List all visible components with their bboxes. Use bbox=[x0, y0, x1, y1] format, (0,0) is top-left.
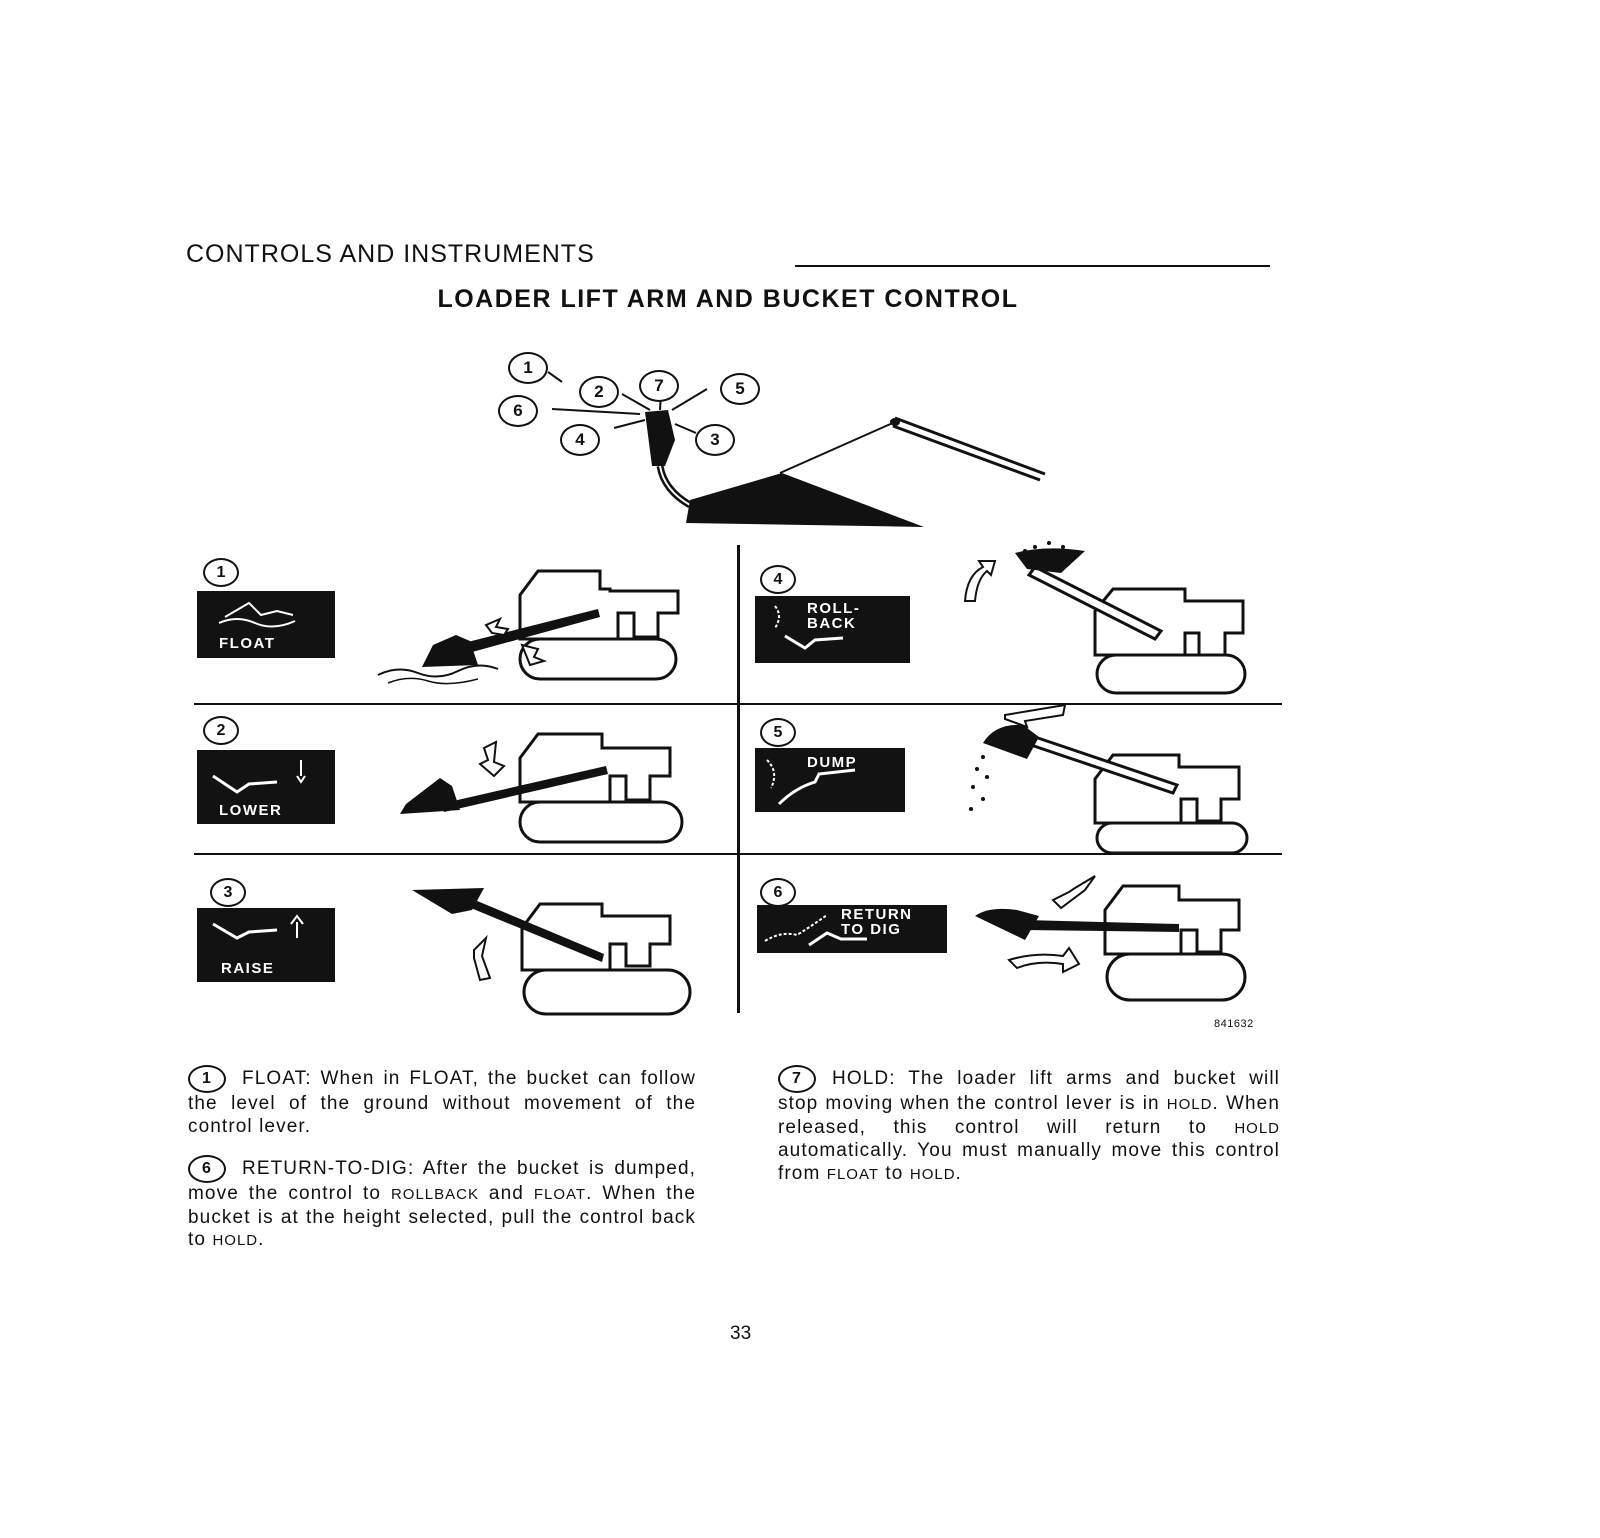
float-number: 1 bbox=[188, 1065, 226, 1093]
callout-7: 7 bbox=[639, 370, 679, 402]
panel-number: 6 bbox=[760, 878, 796, 907]
panel-number: 5 bbox=[760, 718, 796, 747]
page-number: 33 bbox=[730, 1323, 752, 1344]
callout-4: 4 bbox=[560, 424, 600, 456]
dump-decal bbox=[755, 748, 905, 812]
loader-rollback-illustration bbox=[965, 545, 1285, 695]
hold-text-1: HOLD: The loader lift arms and bucket will stop moving when the control lever is in bbox=[778, 1068, 1280, 1114]
loader-lower-illustration bbox=[400, 718, 720, 848]
rtd-term-float: FLOAT bbox=[533, 1186, 587, 1203]
decal-label: FLOAT bbox=[219, 635, 276, 652]
hold-term-1: HOLD bbox=[1166, 1096, 1213, 1113]
float-text: FLOAT: When in FLOAT, the bucket can follow the level of the ground without movement of the control lever. bbox=[188, 1068, 696, 1137]
float-decal bbox=[197, 591, 335, 658]
hold-text-end: . bbox=[955, 1162, 962, 1184]
loader-return-to-dig-illustration bbox=[965, 872, 1285, 1022]
decal-label-1: ROLL- bbox=[807, 600, 861, 617]
left-column bbox=[188, 1065, 696, 1270]
decal-label-1: RETURN bbox=[841, 906, 913, 923]
rtd-term-rollback: ROLLBACK bbox=[390, 1186, 479, 1203]
section-header: CONTROLS AND INSTRUMENTS bbox=[186, 240, 595, 268]
panel-number: 3 bbox=[210, 878, 246, 907]
callout-2: 2 bbox=[579, 376, 619, 408]
hold-text-2: . When released, this control will return to bbox=[778, 1093, 1280, 1138]
rtd-term-hold: HOLD bbox=[212, 1232, 259, 1249]
callout-1: 1 bbox=[508, 352, 548, 384]
decal-label: DUMP bbox=[807, 754, 858, 771]
callout-5: 5 bbox=[720, 373, 760, 405]
decal-label: RAISE bbox=[221, 960, 275, 977]
loader-dump-illustration bbox=[965, 705, 1285, 855]
float-description bbox=[188, 1065, 696, 1138]
hold-term-4: HOLD bbox=[909, 1165, 956, 1183]
return-to-dig-description bbox=[188, 1155, 696, 1253]
rtd-text-2: and bbox=[488, 1183, 524, 1204]
panel-number: 2 bbox=[203, 716, 239, 745]
rtd-text-1: RETURN-TO-DIG: After the bucket is dumped, move the control to bbox=[188, 1158, 696, 1204]
hold-text-4: to bbox=[885, 1162, 904, 1184]
panel-number: 4 bbox=[760, 565, 796, 594]
loader-float-illustration bbox=[378, 565, 718, 695]
return-to-dig-decal bbox=[757, 905, 947, 953]
hold-term-float: FLOAT bbox=[826, 1165, 880, 1183]
panel-grid-vertical bbox=[737, 545, 740, 1013]
right-column bbox=[778, 1065, 1280, 1203]
loader-raise-illustration bbox=[412, 878, 732, 1028]
rollback-decal bbox=[755, 596, 910, 663]
hold-term-2: HOLD bbox=[1234, 1119, 1280, 1137]
lower-decal bbox=[197, 750, 335, 824]
decal-label-2: TO DIG bbox=[841, 921, 902, 938]
raise-decal bbox=[197, 908, 335, 982]
callout-6: 6 bbox=[498, 395, 538, 427]
callout-3: 3 bbox=[695, 424, 735, 456]
decal-label-2: BACK bbox=[807, 615, 857, 632]
rtd-text-end: . bbox=[258, 1229, 265, 1250]
hold-number: 7 bbox=[778, 1065, 816, 1093]
rtd-text-3: . When the bucket is at the height selected, pull the control back to bbox=[188, 1183, 696, 1250]
hold-description bbox=[778, 1065, 1280, 1186]
page-title: LOADER LIFT ARM AND BUCKET CONTROL bbox=[437, 285, 1019, 313]
hold-text-3: automatically. You must manually move this control from bbox=[778, 1140, 1280, 1184]
return-to-dig-number: 6 bbox=[188, 1155, 226, 1183]
panel-number: 1 bbox=[203, 558, 239, 587]
figure-number: 841632 bbox=[1214, 1018, 1254, 1030]
decal-label: LOWER bbox=[219, 802, 283, 819]
